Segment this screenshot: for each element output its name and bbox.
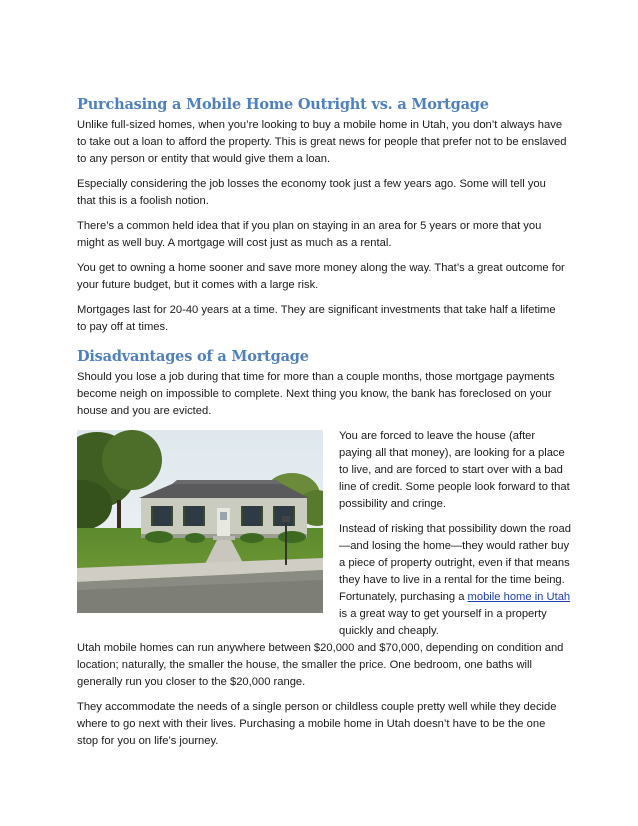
- paragraph: Unlike full-sized homes, when you’re looking to buy a mobile home in Utah, you don’t always have to take out a loan to afford the property. This is great news for people that prefer not to be enslaved to any person or entity that would give them a loan.: [77, 119, 567, 165]
- paragraph: They accommodate the needs of a single person or childless couple pretty well while they decide where to go next with their lives. Purchasing a mobile home in Utah doesn’t have to be the one stop for you on life’s journey.: [77, 701, 557, 747]
- mobile-home-photo: [77, 430, 323, 613]
- paragraph: Should you lose a job during that time for more than a couple months, those mortgage payments become neigh on impossible to complete. Next thing you know, the bank has foreclosed on your house and you are evicted.: [77, 371, 555, 417]
- paragraph: You get to owning a home sooner and save more money along the way. That’s a great outcome for your future budget, but it comes with a large risk.: [77, 262, 565, 291]
- image-text-block: [77, 428, 571, 637]
- section-heading-purchasing: Purchasing a Mobile Home Outright vs. a Mortgage: [77, 96, 489, 113]
- paragraph: Mortgages last for 20-40 years at a time. They are significant investments that take half a lifetime to pay off at times.: [77, 304, 556, 333]
- paragraph-text: is a great way to get yourself in a property quickly and cheaply.: [339, 608, 547, 637]
- paragraph: Especially considering the job losses the economy took just a few years ago. Some will tell you that this is a foolish notion.: [77, 178, 546, 207]
- mobile-home-utah-link[interactable]: mobile home in Utah: [467, 591, 571, 603]
- paragraph-text: Instead of risking that possibility down the road—and losing the home—they would rather buy a piece of property outright, even if that means they have to live in a rental for the time being. Fortunately, purchasing a: [339, 523, 571, 603]
- paragraph: You are forced to leave the house (after paying all that money), are looking for a place to live, and are forced to start over with a bad line of credit. Some people look forward to that possibility and cringe.: [339, 430, 570, 510]
- document-page: [77, 96, 571, 758]
- section-heading-disadvantages: Disadvantages of a Mortgage: [77, 348, 309, 365]
- paragraph: Utah mobile homes can run anywhere between $20,000 and $70,000, depending on condition and location; naturally, the smaller the house, the smaller the price. One bedroom, one baths will generally run you closer to the $20,000 range.: [77, 642, 564, 688]
- paragraph: There’s a common held idea that if you plan on staying in an area for 5 years or more that you might as well buy. A mortgage will cost just as much as a rental.: [77, 220, 542, 249]
- paragraph: [339, 521, 571, 640]
- side-text-column: [339, 428, 571, 648]
